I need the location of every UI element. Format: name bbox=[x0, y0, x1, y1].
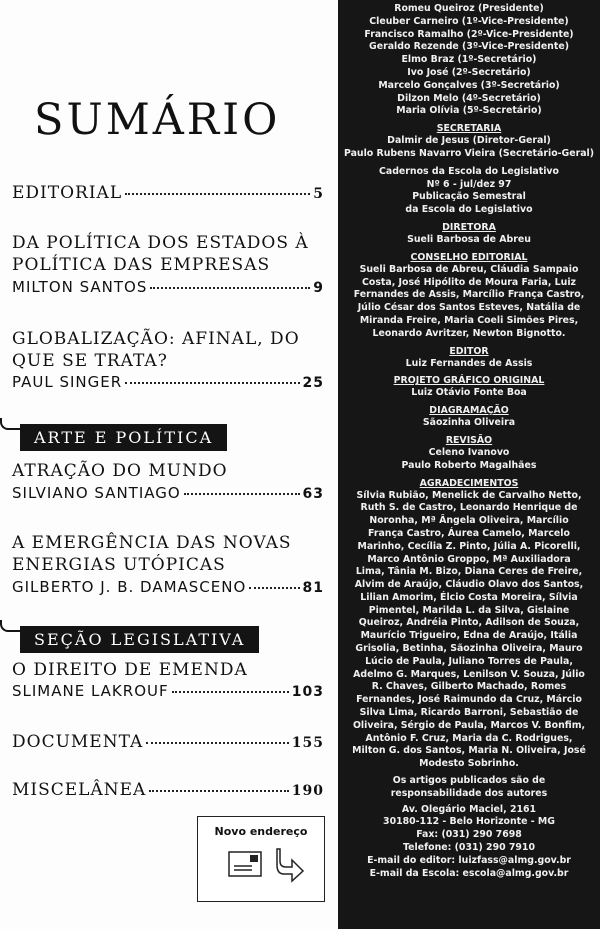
leader-dots bbox=[149, 790, 288, 792]
revisao-member: Celeno Ivanovo bbox=[428, 446, 510, 458]
board-member: Marcelo Gonçalves (3º-Secretário) bbox=[378, 79, 560, 91]
agradecimentos-line: Antônio F. Cruz, Maria da C. Rodrigues, bbox=[365, 732, 573, 744]
toc-page-number: 103 bbox=[291, 684, 324, 700]
page-title: SUMÁRIO bbox=[34, 95, 281, 145]
toc-entry-author[interactable] bbox=[12, 578, 324, 596]
title-line: POLÍTICA DAS EMPRESAS bbox=[12, 255, 271, 275]
section-header-arte: ARTE E POLÍTICA bbox=[20, 424, 227, 451]
responsibility-line: responsabilidade dos autores bbox=[390, 787, 548, 799]
section-header-legislativa: SEÇÃO LEGISLATIVA bbox=[20, 626, 259, 653]
publication-info bbox=[338, 166, 600, 217]
address-line: E-mail da Escola: escola@almg.gov.br bbox=[369, 867, 569, 879]
agradecimentos-line: Silva Lima, Ricardo Barroni, Sebastião de bbox=[359, 707, 579, 719]
toc-page-number: 25 bbox=[302, 375, 324, 391]
masthead-panel bbox=[338, 0, 600, 929]
agradecimentos-list bbox=[338, 490, 600, 772]
board-member: Cleuber Carneiro (1º-Vice-Presidente) bbox=[369, 15, 569, 27]
article-title[interactable] bbox=[12, 328, 328, 372]
board-member: Ivo José (2º-Secretário) bbox=[407, 66, 531, 78]
title-line: A EMERGÊNCIA DAS NOVAS bbox=[12, 533, 292, 553]
article-title[interactable]: O DIREITO DE EMENDA bbox=[12, 660, 248, 680]
toc-page-number: 5 bbox=[313, 186, 324, 202]
diagramacao-heading: DIAGRAMAÇÃO bbox=[429, 405, 509, 417]
conselho-line: Miranda Freire, Maria Coeli Simões Pires, bbox=[359, 314, 579, 326]
new-address-box bbox=[197, 816, 325, 902]
agradecimentos-line: Ruth S. de Castro, Leonardo Henrique de bbox=[360, 502, 578, 514]
toc-label: EDITORIAL bbox=[12, 183, 123, 203]
author-name: SILVIANO SANTIAGO bbox=[12, 484, 181, 502]
address-block bbox=[338, 804, 600, 881]
secretaria-member: Paulo Rubens Navarro Vieira (Secretário-Geral) bbox=[343, 147, 595, 159]
title-line: ENERGIAS UTÓPICAS bbox=[12, 555, 226, 575]
leader-dots bbox=[125, 382, 299, 384]
article-title[interactable]: ATRAÇÃO DO MUNDO bbox=[12, 461, 228, 481]
revisao-heading: REVISÃO bbox=[445, 434, 493, 446]
envelope-icon bbox=[228, 851, 262, 877]
board-list bbox=[338, 3, 600, 118]
new-address-label: Novo endereço bbox=[214, 825, 308, 838]
agradecimentos-line: Sílvia Rubião, Menelick de Carvalho Netto, bbox=[356, 489, 582, 501]
projeto-name: Luiz Otávio Fonte Boa bbox=[411, 387, 527, 399]
agradecimentos-line: Noronha, Mª Ângela Oliveira, Marcílio bbox=[369, 515, 569, 527]
toc-entry-author[interactable] bbox=[12, 278, 324, 296]
redirect-arrow-icon bbox=[276, 847, 306, 883]
leader-dots bbox=[146, 742, 288, 744]
conselho-line: Fernandes de Assis, Marcílio França Castro, bbox=[353, 289, 585, 301]
revisao-member: Paulo Roberto Magalhães bbox=[401, 459, 537, 471]
toc-page-number: 63 bbox=[302, 486, 324, 502]
address-line: Telefone: (031) 290 7910 bbox=[403, 842, 535, 854]
projeto-heading: PROJETO GRÁFICO ORIGINAL bbox=[393, 375, 545, 387]
secretaria-heading: SECRETARIA bbox=[436, 123, 502, 135]
board-member: Geraldo Rezende (3º-Vice-Presidente) bbox=[369, 41, 569, 53]
secretaria-list bbox=[338, 135, 600, 161]
publication-line: da Escola do Legislativo bbox=[405, 204, 533, 216]
agradecimentos-line: Pimentel, Marilda L. da Silva, Gislaine bbox=[368, 604, 570, 616]
toc-page-number: 155 bbox=[291, 735, 324, 751]
agradecimentos-line: Grisolia, Betinha, Sãozinha Oliveira, Mauro bbox=[355, 643, 583, 655]
leader-dots bbox=[172, 691, 289, 693]
toc-page-number: 9 bbox=[313, 280, 324, 296]
diretora-heading: DIRETORA bbox=[442, 221, 496, 233]
agradecimentos-line: Fernandes, José Raimundo da Cruz, Márcio bbox=[356, 694, 582, 706]
author-name: SLIMANE LAKROUF bbox=[12, 682, 169, 700]
toc-page-number: 81 bbox=[302, 580, 324, 596]
address-line: Av. Olegário Maciel, 2161 bbox=[401, 803, 537, 815]
author-name: MILTON SANTOS bbox=[12, 278, 148, 296]
agradecimentos-line: Lima, Tânia M. Bizo, Diana Ceres de Freire, bbox=[355, 566, 583, 578]
author-name: PAUL SINGER bbox=[12, 373, 123, 391]
agradecimentos-line: R. Chaves, Gilberto Machado, Romes bbox=[371, 681, 567, 693]
agradecimentos-line: França Castro, Áurea Camelo, Marcelo bbox=[368, 527, 570, 539]
agradecimentos-line: Alvim de Araújo, Cláudio Olavo dos Santos, bbox=[354, 579, 584, 591]
toc-page-number: 190 bbox=[291, 783, 324, 799]
toc-entry-editorial[interactable] bbox=[12, 183, 324, 203]
author-name: GILBERTO J. B. DAMASCENO bbox=[12, 578, 247, 596]
board-member: Romeu Queiroz (Presidente) bbox=[394, 3, 544, 14]
agradecimentos-line: Oliveira, Sérgio de Paula, Marcos V. Bonfim, bbox=[352, 719, 586, 731]
leader-dots bbox=[184, 493, 300, 495]
leader-dots bbox=[249, 587, 299, 589]
publication-line: Cadernos da Escola do Legislativo bbox=[379, 165, 559, 177]
board-member: Maria Olívia (5º-Secretário) bbox=[396, 105, 542, 117]
agradecimentos-line: Marinho, Cecília Z. Pinto, Júlia A. Picorelli, bbox=[357, 540, 581, 552]
leader-dots bbox=[125, 193, 310, 195]
toc-entry-documenta[interactable] bbox=[12, 732, 324, 752]
conselho-line: Costa, José Hipólito de Moura Faria, Luiz bbox=[362, 276, 576, 288]
conselho-heading: CONSELHO EDITORIAL bbox=[410, 251, 528, 263]
editor-name: Luiz Fernandes de Assis bbox=[405, 357, 533, 369]
board-member: Dilzon Melo (4º-Secretário) bbox=[397, 92, 541, 104]
agradecimentos-line: Modesto Sobrinho. bbox=[419, 758, 519, 770]
toc-label: MISCELÂNEA bbox=[12, 780, 147, 800]
conselho-line: Sueli Barbosa de Abreu, Cláudia Sampaio bbox=[359, 263, 579, 275]
board-member: Francisco Ramalho (2º-Vice-Presidente) bbox=[364, 28, 574, 40]
publication-line: Publicação Semestral bbox=[412, 191, 526, 203]
agradecimentos-line: Queiroz, Andréia Pinto, Adilson de Souza, bbox=[358, 617, 580, 629]
conselho-list bbox=[338, 264, 600, 341]
revisao-list bbox=[338, 447, 600, 473]
toc-entry-author[interactable] bbox=[12, 484, 324, 502]
conselho-line: Júlio César dos Santos Esteves, Natália de bbox=[357, 302, 581, 314]
toc-entry-miscelanea[interactable] bbox=[12, 780, 324, 800]
diretora-name: Sueli Barbosa de Abreu bbox=[407, 233, 531, 245]
diagramacao-name: Sãozinha Oliveira bbox=[422, 417, 516, 429]
agradecimentos-line: Lúcio de Paula, Juliano Torres de Paula, bbox=[365, 655, 573, 667]
address-line: Fax: (031) 290 7698 bbox=[416, 829, 522, 841]
title-line: DA POLÍTICA DOS ESTADOS À bbox=[12, 233, 309, 253]
secretaria-member: Dalmir de Jesus (Diretor-Geral) bbox=[387, 135, 551, 147]
editor-heading: EDITOR bbox=[449, 345, 489, 357]
responsibility-line: Os artigos publicados são de bbox=[392, 775, 546, 787]
address-line: 30180-112 - Belo Horizonte - MG bbox=[383, 816, 555, 828]
responsibility-note bbox=[338, 775, 600, 801]
agradecimentos-line: Adelmo G. Marques, Lenilson V. Souza, Júlio bbox=[353, 668, 585, 680]
toc-entry-author[interactable] bbox=[12, 682, 324, 700]
address-line: E-mail do editor: luizfass@almg.gov.br bbox=[367, 854, 571, 866]
toc-label: DOCUMENTA bbox=[12, 732, 144, 752]
article-title[interactable] bbox=[12, 532, 328, 576]
publication-line: Nº 6 - jul/dez 97 bbox=[426, 178, 512, 190]
conselho-line: Leonardo Avritzer, Newton Bignotto. bbox=[372, 327, 566, 339]
article-title[interactable] bbox=[12, 232, 328, 276]
title-line: GLOBALIZAÇÃO: AFINAL, DO bbox=[12, 329, 300, 349]
agradecimentos-line: Marco Antônio Groppo, Mª Auxiliadora bbox=[367, 553, 571, 565]
agradecimentos-line: Maurício Trigueiro, Edna de Araújo, Itália bbox=[360, 630, 578, 642]
agradecimentos-line: Lilian Amorim, Élcio Costa Moreira, Sílvia bbox=[360, 591, 578, 603]
toc-entry-author[interactable] bbox=[12, 373, 324, 391]
agradecimentos-line: Milton G. dos Santos, Maria N. Oliveira, José bbox=[352, 745, 586, 757]
agradecimentos-heading: AGRADECIMENTOS bbox=[419, 477, 519, 489]
title-line: QUE SE TRATA? bbox=[12, 351, 168, 371]
board-member: Elmo Braz (1º-Secretário) bbox=[401, 54, 537, 66]
leader-dots bbox=[150, 287, 310, 289]
